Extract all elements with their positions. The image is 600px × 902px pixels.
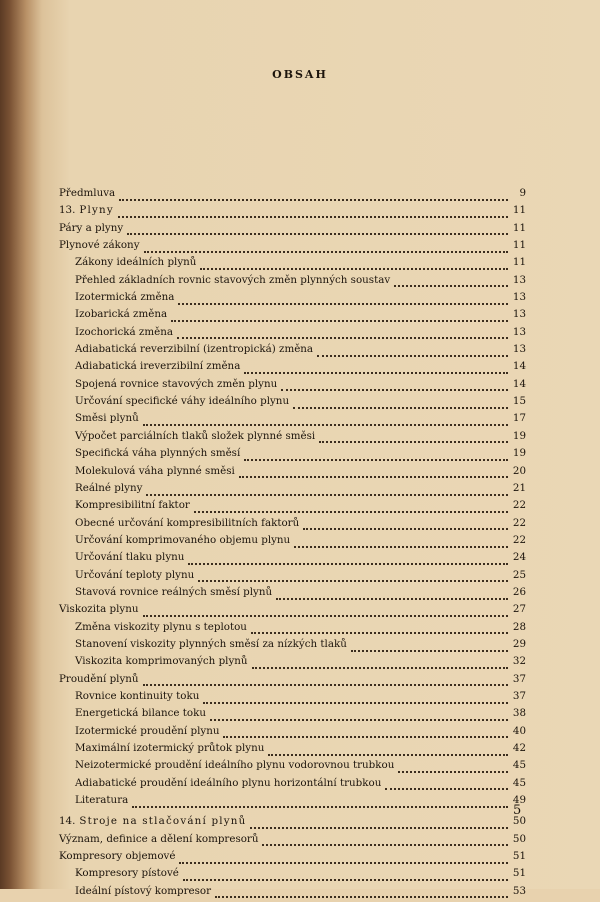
toc-entry-title: Kompresory objemové — [59, 850, 176, 863]
toc-entry-page: 13 — [512, 343, 526, 356]
dot-leader — [303, 528, 508, 530]
toc-entry-page: 32 — [512, 655, 526, 668]
toc-entry — [59, 534, 526, 551]
toc-entry-title: Molekulová váha plynné směsi — [75, 464, 235, 477]
dot-leader — [143, 424, 508, 426]
toc-entry-title: Páry a plyny — [59, 221, 124, 234]
dot-leader — [244, 372, 508, 374]
toc-entry-page: 37 — [512, 689, 526, 702]
toc-entry-page: 27 — [512, 603, 526, 616]
toc-entry-title: Výpočet parciálních tlaků složek plynné směsi — [75, 429, 316, 442]
dot-leader — [244, 459, 508, 461]
dot-leader — [143, 615, 508, 617]
toc-entry — [59, 777, 526, 794]
toc-entry-page: 40 — [512, 724, 526, 737]
toc-entry-page: 24 — [512, 551, 526, 564]
dot-leader — [171, 320, 508, 322]
toc-chapter — [59, 815, 526, 832]
dot-leader — [276, 598, 508, 600]
toc-entry-page: 14 — [512, 377, 526, 390]
dot-leader — [210, 719, 508, 721]
toc-entry-page: 51 — [512, 850, 526, 863]
toc-entry-title: Předmluva — [59, 187, 116, 199]
toc-entry-page: 11 — [512, 221, 526, 234]
toc-entry-title: Literatura — [75, 794, 129, 807]
toc-entry — [59, 885, 526, 902]
dot-leader — [183, 879, 508, 881]
toc-entry-page: 19 — [512, 429, 526, 442]
toc-entry — [59, 690, 526, 707]
toc-entry — [59, 569, 526, 586]
dot-leader — [293, 407, 508, 409]
toc-entry-page: 50 — [512, 815, 526, 828]
toc-entry — [59, 759, 526, 776]
toc-entry-title: Určování komprimovaného objemu plynu — [75, 533, 291, 546]
toc-entry — [59, 274, 526, 291]
toc-entry-page: 15 — [512, 395, 526, 408]
dot-leader — [146, 494, 508, 496]
toc-chapter — [59, 204, 526, 221]
page-number: 5 — [513, 803, 522, 818]
toc-entry — [59, 482, 526, 499]
toc-entry — [59, 465, 526, 482]
toc-entry-title: Viskozita plynu — [59, 603, 139, 616]
table-of-contents — [59, 187, 526, 902]
toc-entry — [59, 378, 526, 395]
dot-leader — [215, 896, 508, 898]
toc-entry-page: 25 — [512, 568, 526, 581]
toc-entry-title: Obecné určování kompresibilitních faktorů — [75, 516, 300, 529]
toc-entry-title: Přehled základních rovnic stavových změn plynných soustav — [75, 273, 391, 286]
toc-entry-title: Určování tlaku plynu — [75, 551, 185, 564]
toc-entry-title: Plynové zákony — [59, 239, 140, 252]
dot-leader — [223, 736, 508, 738]
toc-entry — [59, 655, 526, 672]
dot-leader — [319, 441, 508, 443]
dot-leader — [144, 251, 508, 253]
toc-entry-page: 11 — [512, 256, 526, 269]
toc-entry — [59, 794, 526, 811]
chapter-number: 13. — [59, 204, 76, 217]
toc-entry-title: Proudění plynů — [59, 672, 139, 685]
toc-entry — [59, 725, 526, 742]
toc-entry-title: Adiabatická ireverzibilní změna — [75, 360, 241, 373]
toc-entry-page: 13 — [512, 308, 526, 321]
toc-entry-page: 20 — [512, 464, 526, 477]
toc-entry-title: Izotermické proudění plynu — [75, 724, 220, 737]
toc-entry-title: Reálné plyny — [75, 481, 143, 494]
page-title: OBSAH — [272, 68, 328, 81]
toc-entry-title: Specifická váha plynných směsí — [75, 447, 241, 460]
toc-entry-title: Stanovení viskozity plynných směsí za nízkých tlaků — [75, 637, 347, 650]
dot-leader — [294, 546, 508, 548]
toc-entry-title: Adiabatické proudění ideálního plynu horizontální trubkou — [75, 776, 382, 789]
toc-entry-title: Rovnice kontinuity toku — [75, 689, 200, 702]
toc-entry — [59, 239, 526, 256]
toc-entry-page: 37 — [512, 672, 526, 685]
dot-leader — [385, 788, 508, 790]
toc-entry — [59, 621, 526, 638]
toc-entry-title: Kompresory pístové — [75, 867, 179, 880]
dot-leader — [250, 827, 508, 829]
toc-entry-title: Maximální izotermický průtok plynu — [75, 742, 265, 754]
toc-entry-title: Viskozita komprimovaných plynů — [75, 655, 248, 668]
toc-entry — [59, 412, 526, 429]
toc-entry — [59, 291, 526, 308]
dot-leader — [394, 285, 508, 287]
dot-leader — [351, 650, 508, 652]
toc-entry-title: Neizotermické proudění ideálního plynu vodorovnou trubkou — [75, 759, 395, 772]
toc-entry — [59, 499, 526, 516]
dot-leader — [317, 355, 508, 357]
toc-entry-page: 13 — [512, 291, 526, 304]
toc-entry — [59, 707, 526, 724]
toc-entry-title: Izobarická změna — [75, 308, 168, 321]
toc-entry-title: Změna viskozity plynu s teplotou — [75, 620, 247, 633]
dot-leader — [179, 862, 508, 864]
toc-entry-page: 22 — [512, 499, 526, 512]
toc-entry-title: Adiabatická reverzibilní (izentropická) změna — [75, 343, 314, 356]
toc-entry-page: 51 — [512, 867, 526, 880]
dot-leader — [177, 337, 508, 339]
toc-entry-title: Izotermická změna — [75, 291, 175, 304]
toc-entry — [59, 603, 526, 620]
toc-entry-page: 11 — [512, 239, 526, 252]
toc-entry-page: 19 — [512, 447, 526, 460]
toc-entry-title: Ideální pístový kompresor — [75, 884, 212, 897]
toc-entry-page: 50 — [512, 832, 526, 845]
toc-entry — [59, 638, 526, 655]
toc-entry-page: 38 — [512, 707, 526, 720]
toc-entry — [59, 833, 526, 850]
dot-leader — [194, 511, 508, 513]
toc-entry — [59, 360, 526, 377]
toc-entry-page: 21 — [512, 481, 526, 494]
dot-leader — [398, 771, 508, 773]
dot-leader — [252, 667, 508, 669]
dot-leader — [203, 702, 508, 704]
dot-leader — [132, 806, 508, 808]
toc-entry-page: 22 — [512, 533, 526, 546]
toc-entry — [59, 256, 526, 273]
dot-leader — [178, 303, 508, 305]
chapter-number: 14. — [59, 815, 76, 828]
toc-entry — [59, 517, 526, 534]
dot-leader — [119, 199, 508, 201]
toc-entry-page: 13 — [512, 325, 526, 338]
toc-entry — [59, 673, 526, 690]
dot-leader — [268, 754, 508, 756]
dot-leader — [239, 476, 508, 478]
dot-leader — [200, 268, 508, 270]
toc-entry — [59, 308, 526, 325]
toc-entry — [59, 395, 526, 412]
toc-entry-page: 14 — [512, 360, 526, 373]
dot-leader — [262, 844, 508, 846]
toc-entry-title: Spojená rovnice stavových změn plynu — [75, 377, 278, 390]
toc-entry-page: 17 — [512, 412, 526, 425]
toc-entry-page: 13 — [512, 273, 526, 286]
toc-entry-page: 45 — [512, 776, 526, 789]
toc-entry — [59, 326, 526, 343]
toc-entry — [59, 586, 526, 603]
toc-entry — [59, 551, 526, 568]
toc-entry — [59, 222, 526, 239]
toc-entry-title: Určování specifické váhy ideálního plynu — [75, 395, 290, 408]
dot-leader — [127, 233, 508, 235]
toc-entry-page: 42 — [512, 742, 526, 754]
toc-entry-title: Izochorická změna — [75, 325, 173, 338]
dot-leader — [198, 580, 508, 582]
toc-entry — [59, 343, 526, 360]
toc-entry-title: Stroje na stlačování plynů — [79, 815, 247, 828]
toc-entry-page: 53 — [512, 884, 526, 897]
toc-entry — [59, 430, 526, 447]
toc-entry-page: 49 — [512, 794, 526, 807]
dot-leader — [251, 632, 508, 634]
toc-entry-title: Energetická bilance toku — [75, 707, 206, 720]
toc-entry-title: Určování teploty plynu — [75, 568, 195, 581]
toc-entry-page: 29 — [512, 637, 526, 650]
toc-entry — [59, 867, 526, 884]
toc-entry-title: Zákony ideálních plynů — [75, 256, 197, 269]
toc-entry-page: 26 — [512, 585, 526, 598]
toc-entry-page: 11 — [512, 204, 526, 217]
dot-leader — [188, 563, 508, 565]
dot-leader — [281, 389, 508, 391]
toc-entry — [59, 187, 526, 204]
toc-entry — [59, 850, 526, 867]
toc-entry-page: 9 — [519, 187, 526, 199]
dot-leader — [118, 216, 508, 218]
toc-entry-page: 45 — [512, 759, 526, 772]
toc-entry-title: Plyny — [79, 204, 114, 217]
toc-entry-title: Stavová rovnice reálných směsí plynů — [75, 585, 273, 598]
toc-entry — [59, 742, 526, 759]
toc-entry-title: Význam, definice a dělení kompresorů — [59, 832, 259, 845]
toc-entry-page: 22 — [512, 516, 526, 529]
toc-entry-page: 28 — [512, 620, 526, 633]
dot-leader — [143, 684, 508, 686]
toc-entry-title: Kompresibilitní faktor — [75, 499, 190, 512]
toc-entry — [59, 447, 526, 464]
toc-entry-title: Směsi plynů — [75, 412, 139, 425]
